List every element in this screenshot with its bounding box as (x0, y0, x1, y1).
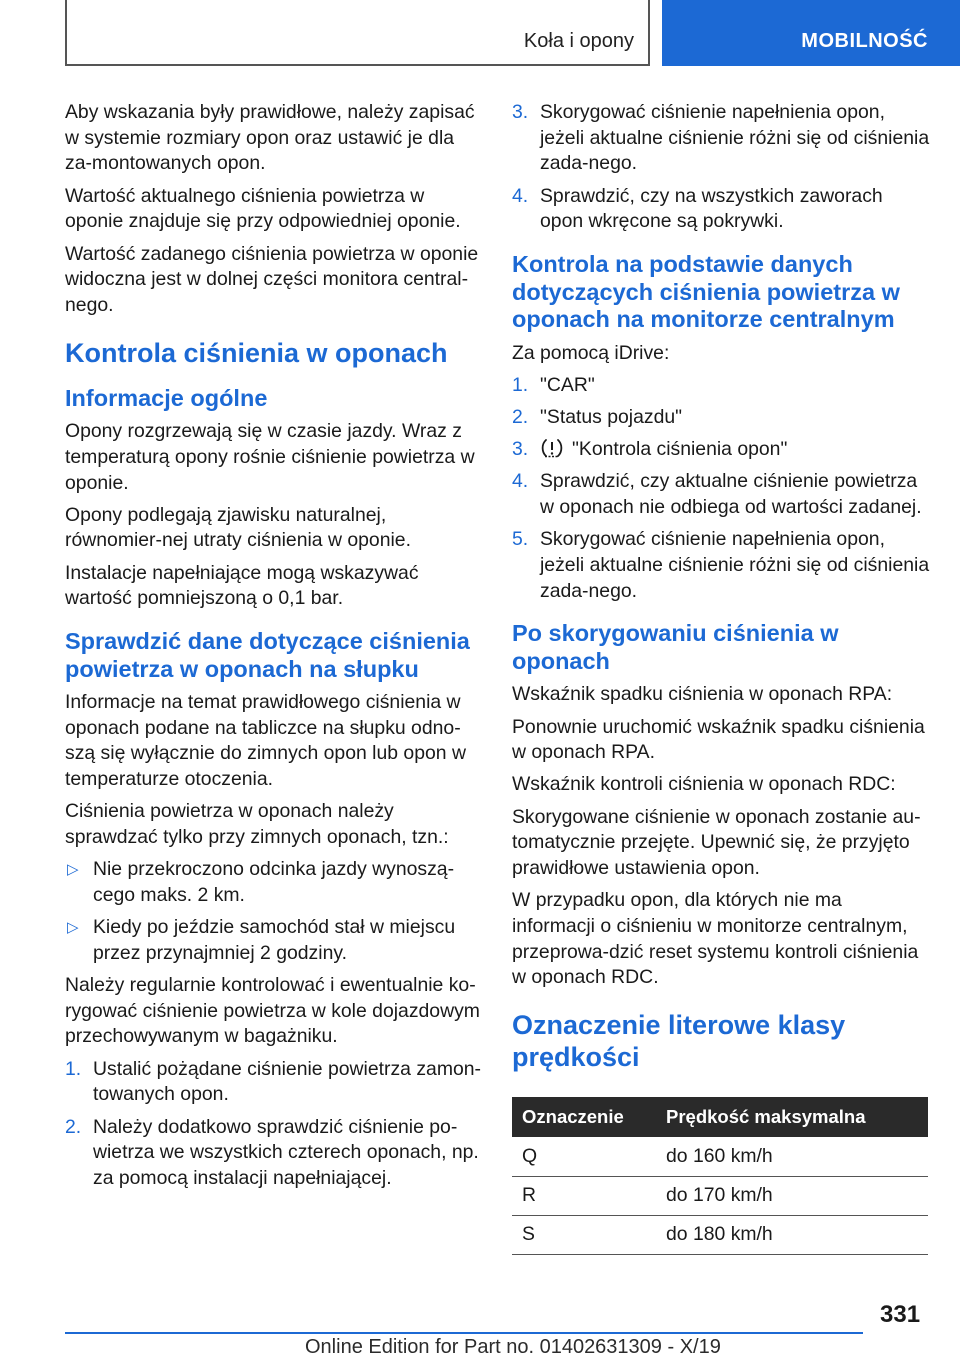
table-row (512, 1137, 928, 1176)
bullet-marker-icon: ▷ (67, 861, 79, 879)
step-text: Ustalić pożądane ciśnienie powietrza zamon-towanych opon. (93, 1057, 482, 1106)
table-cell: do 180 km/h (656, 1215, 928, 1254)
step-number: 2. (65, 1115, 82, 1138)
left-column (65, 100, 483, 1198)
footer-divider (65, 1332, 863, 1334)
step-number: 1. (65, 1057, 82, 1080)
info-paragraph: Opony rozgrzewają się w czasie jazdy. Wraz z temperaturą opony rośnie ciśnienie powietrza w oponie. (65, 420, 475, 494)
after-paragraph: Wskaźnik kontroli ciśnienia w oponach RDC: (512, 773, 896, 796)
step-number: 1. (512, 373, 529, 396)
step-item (512, 405, 930, 431)
procedure-steps-continued (512, 100, 930, 235)
bullet-marker-icon: ▷ (67, 919, 79, 937)
step-text: "Status pojazdu" (540, 405, 683, 428)
intro-paragraph: Wartość zadanego ciśnienia powietrza w oponie widoczna jest w dolnej części monitora central-nego. (65, 242, 479, 316)
chapter-tab (662, 0, 960, 66)
after-paragraph: W przypadku opon, dla których nie ma informacji o ciśnieniu w monitorze centralnym, przeprowa-dzić reset systemu kontroli ciśnienia w oponach RDC. (512, 889, 919, 989)
after-paragraph: Skorygowane ciśnienie w oponach zostanie au-tomatycznie przejęte. Upewnić się, że przyjęto prawidłowe ustawienia opon. (512, 805, 921, 880)
footer-edition-text: Online Edition for Part no. 01402631309 - X/19 (305, 1336, 721, 1358)
table-cell: R (512, 1176, 656, 1215)
step-item (512, 437, 930, 463)
bullet-text: Kiedy po jeździe samochód stał w miejscu przez przynajmniej 2 godziny. (93, 916, 456, 964)
heading-kontrola-cisnienia: Kontrola ciśnienia w oponach (65, 337, 448, 368)
step-item (65, 1057, 483, 1108)
speed-class-table (512, 1097, 928, 1255)
step-text: Sprawdzić, czy na wszystkich zaworach opon wkręcone są pokrywki. (540, 184, 883, 233)
step-number: 4. (512, 184, 529, 207)
step-item (65, 1115, 483, 1192)
step-number: 5. (512, 528, 529, 551)
procedure-steps (65, 1057, 483, 1192)
idrive-intro: Za pomocą iDrive: (512, 341, 670, 364)
step-text: Skorygować ciśnienie napełnienia opon, jeżeli aktualne ciśnienie różni się od ciśnienia zada-nego. (540, 528, 930, 602)
bullet-item (65, 915, 483, 966)
step-item (512, 184, 930, 235)
info-paragraph: Instalacje napełniające mogą wskazywać wartość pomniejszoną o 0,1 bar. (65, 561, 419, 610)
heading-informacje-ogolne: Informacje ogólne (65, 384, 268, 411)
page-header (0, 0, 960, 66)
after-paragraph: Ponownie uruchomić wskaźnik spadku ciśnienia w oponach RPA. (512, 715, 925, 764)
idrive-steps (512, 373, 930, 605)
step-item (512, 373, 930, 399)
regular-check-paragraph: Należy regularnie kontrolować i ewentualnie ko-rygować ciśnienie powietrza w kole dojazdowym przechowywanym w bagażniku. (65, 974, 480, 1048)
check-paragraph: Informacje na temat prawidłowego ciśnienia w oponach podane na tabliczce na słupku odno-szą się wyłącznie do zimnych opon lub opon w temperaturze otoczenia. (65, 691, 466, 791)
table-header-row (512, 1097, 928, 1137)
after-paragraph: Wskaźnik spadku ciśnienia w oponach RPA: (512, 683, 893, 706)
heading-sprawdzic-dane: Sprawdzić dane dotyczące ciśnienia powietrza w oponach na słupku (65, 628, 470, 682)
table-cell: S (512, 1215, 656, 1254)
step-number: 2. (512, 405, 529, 428)
bullet-text: Nie przekroczono odcinka jazdy wynoszą-cego maks. 2 km. (93, 858, 455, 906)
step-item (512, 527, 930, 604)
condition-bullets (65, 857, 483, 966)
column-header: Prędkość maksymalna (656, 1097, 928, 1137)
section-title: Koła i opony (523, 30, 634, 52)
table-cell: Q (512, 1137, 656, 1176)
step-text: "CAR" (540, 373, 595, 396)
step-text: Skorygować ciśnienie napełnienia opon, jeżeli aktualne ciśnienie różni się od ciśnienia zada-nego. (540, 101, 930, 175)
step-number: 3. (512, 438, 529, 461)
table-cell: do 170 km/h (656, 1176, 928, 1215)
table-row (512, 1215, 928, 1254)
check-paragraph: Ciśnienia powietrza w oponach należy sprawdzać tylko przy zimnych oponach, tzn.: (65, 800, 449, 849)
step-text: "Kontrola ciśnienia opon" (572, 438, 788, 461)
step-text: Sprawdzić, czy aktualne ciśnienie powietrza w oponach nie odbiega od wartości zadanej. (540, 470, 922, 519)
step-item (512, 100, 930, 177)
bullet-item (65, 857, 483, 908)
chapter-title: MOBILNOŚĆ (801, 30, 928, 52)
column-header: Oznaczenie (512, 1097, 656, 1137)
info-paragraph: Opony podlegają zjawisku naturalnej, równomier-nej utraty ciśnienia w oponie. (65, 503, 411, 552)
heading-po-skorygowaniu: Po skorygowaniu ciśnienia w oponach (512, 620, 839, 674)
heading-oznaczenie-klasy: Oznaczenie literowe klasy prędkości (512, 1010, 846, 1073)
page-number: 331 (880, 1301, 921, 1328)
step-text: Należy dodatkowo sprawdzić ciśnienie po-wietrza we wszystkich czterech oponach, np. za pomocą instalacji napełniającej. (93, 1115, 479, 1189)
table-row (512, 1176, 928, 1215)
intro-paragraph: Aby wskazania były prawidłowe, należy zapisać w systemie rozmiary opon oraz ustawić je dla za-montowanych opon. (65, 101, 475, 175)
heading-kontrola-monitor: Kontrola na podstawie danych dotyczących ciśnienia powietrza w oponach na monitorze centralnym (512, 251, 900, 333)
right-column (512, 100, 930, 1255)
section-title-box (65, 0, 650, 66)
step-number: 4. (512, 470, 529, 493)
table-cell: do 160 km/h (656, 1137, 928, 1176)
tire-pressure-warning-icon (540, 438, 564, 458)
step-item (512, 469, 930, 520)
intro-paragraph: Wartość aktualnego ciśnienia powietrza w oponie znajduje się przy odpowiedniej oponie. (65, 184, 461, 233)
step-number: 3. (512, 101, 529, 123)
